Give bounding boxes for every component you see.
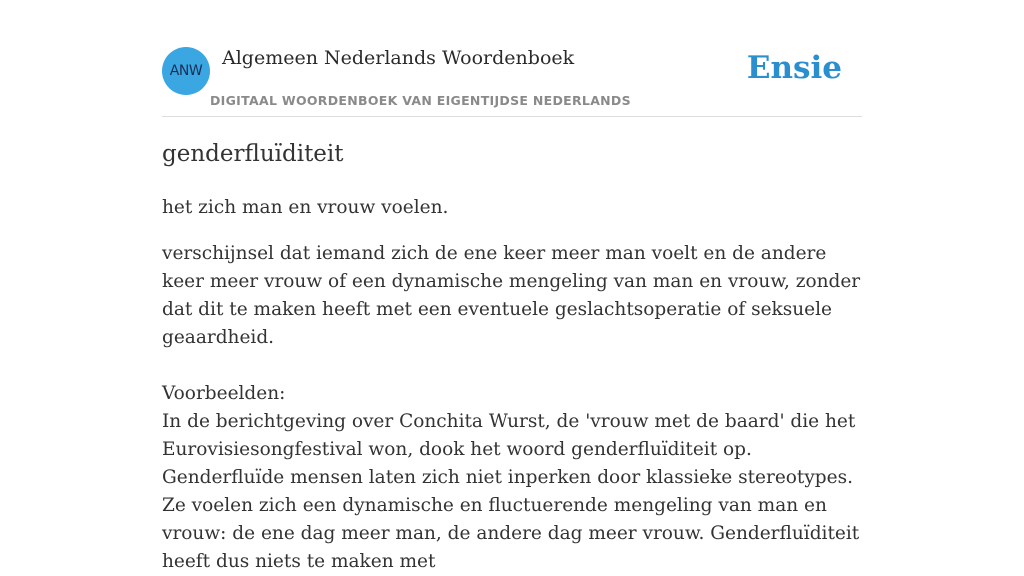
anw-logo-text: ANW bbox=[169, 63, 203, 79]
anw-logo[interactable] bbox=[162, 47, 210, 95]
entry-explanation: verschijnsel dat iemand zich de ene keer meer man voelt en de andere keer meer vrouw of een dynamische mengeling van man en vrouw, zonder dat dit te maken heeft met een eventuele geslachtsoperatie of seksuele geaardheid. bbox=[162, 243, 861, 348]
entry-short-definition: het zich man en vrouw voelen. bbox=[162, 197, 449, 218]
site-title[interactable]: Algemeen Nederlands Woordenboek bbox=[222, 47, 575, 69]
ensie-brand-logo[interactable]: Ensie bbox=[746, 50, 842, 86]
site-subtitle: DIGITAAL WOORDENBOEK VAN EIGENTIJDSE NEDERLANDS bbox=[210, 93, 631, 108]
example-text: In de berichtgeving over Conchita Wurst, de 'vrouw met de baard' die het Eurovisiesongfestival won, dook het woord genderfluïditeit op. Genderfluïde mensen laten zich niet inperken door klassieke stereotypes. Ze voelen zich een dynamische en fluctuerende mengeling van man en vrouw: de ene dag meer man, de andere dag meer vrouw. Genderfluïditeit heeft dus niets te maken met bbox=[162, 411, 860, 572]
site-header bbox=[162, 40, 862, 117]
examples-label: Voorbeelden: bbox=[162, 383, 286, 404]
entry-headword: genderfluïditeit bbox=[162, 141, 344, 167]
entry-content bbox=[162, 138, 872, 576]
